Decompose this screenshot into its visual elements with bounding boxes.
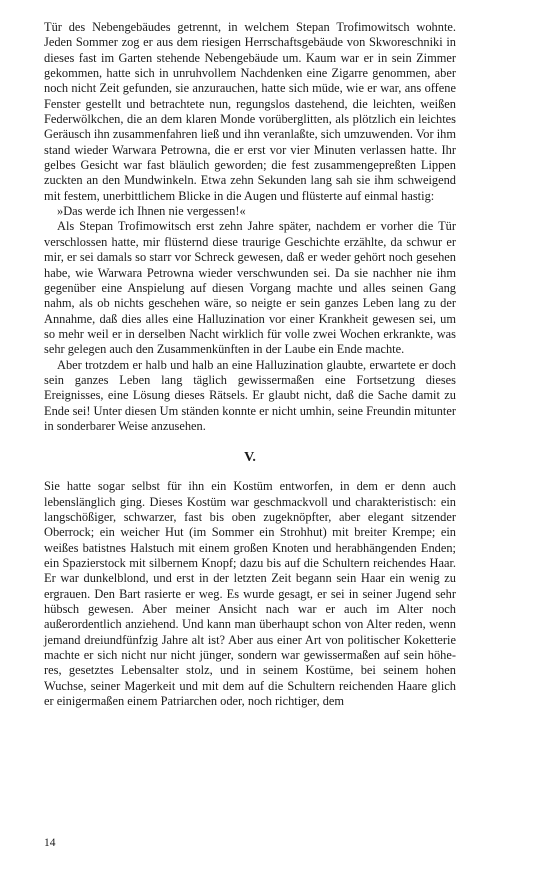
paragraph-recollection: Als Stepan Trofimowitsch erst zehn Jahre später, nachdem er vorher die Tür verschlossen hatte, mir flüsternd diese traurige Geschichte erzählte, da schwur er mir, er sei damals so starr vor Schreck gewesen, daß er weder gehört noch gesehen habe, wie Warwara Petrowna wieder verschwunden sei. Da sie nachher nie ihm gegenüber eine Anspielung auf diesen Vorgang machte und alles seinen Gang nahm, als ob nichts geschehen wäre, so neigte er sein ganzes Leben lang zu der Annahme, daß dies alles eine Halluzination vor einer Krankheit gewesen sei, um so mehr weil er in derselben Nacht wirklich für volle zwei Wochen erkrankte, was sehr gelegen auch den Zusammenkünften in der Laube ein Ende machte.: [44, 219, 456, 357]
paragraph-continued: Tür des Nebengebäudes getrennt, in welchem Stepan Trofimowitsch wohnte. Jeden Sommer zog er aus dem riesigen Herrschaftsgebäude von Skworeschniki in dieses fast im Garten stehende Nebengebäude um. Kaum war er in sein Zimmer gekommen, hatte sich in unruhvollem Nachdenken eine Zigarre genommen, aber noch nicht Zeit gefunden, sie anzurauchen, hatte sich müde, wie er war, ans offene Fenster gestellt und betrachtete nun, regungslos dastehend, die leichten, weißen Federwölkchen, die an dem klaren Monde vorüberglitten, als plötzlich ein leichtes Geräusch ihn zusammenfahren ließ und ihn veranlaßte, sich umzuwenden. Vor ihm stand wieder Warwara Petrowna, die er erst vor vier Minuten verlassen hatte. Ihr gelbes Gesicht war fast bläulich geworden; die fest zusammengepreßten Lippen zuckten an den Mundwinkeln. Etwa zehn Sekunden lang sah sie ihm schweigend mit festem, unerbittlichem Blicke in die Augen und flüsterte auf einmal hastig:: [44, 20, 456, 203]
chapter-heading: V.: [244, 450, 256, 466]
book-page: [44, 20, 456, 709]
paragraph-hallucination: Aber trotzdem er halb und halb an eine Halluzination glaubte, erwartete er doch sein ganzes Leben lang täglich gewissermaßen eine Fortsetzung dieses Ereignisses, eine Lösung dieses Rätsels. Er glaubt nicht, daß die Sache damit zu Ende sei! Unter diesen Um ständen konnte er nicht umhin, seine Freundin mitunter in sonderbarer Weise anzusehen.: [44, 357, 456, 433]
page-number: 14: [44, 837, 56, 849]
paragraph-costume: Sie hatte sogar selbst für ihn ein Kostüm entworfen, in dem er denn auch lebenslänglich ging. Dieses Kostüm war geschmackvoll und charakteristisch: ein langschößiger, schwarzer, fast bis oben zugeknöpfter, aber elegant sitzender Oberrock; ein weicher Hut (im Sommer ein Strohhut) mit breiter Krempe; ein weißes batistnes Halstuch mit einem großen Knoten und herabhängenden Enden; ein Spazierstock mit silbernem Knopf; dazu bis auf die Schultern reichendes Haar. Er war dunkelblond, und erst in der letzten Zeit begann sein Haar ein wenig zu ergrauen. Den Bart rasierte er weg. Es wurde gesagt, er sei in seiner Jugend sehr hübsch gewesen. Aber meiner Ansicht nach war er auch im Alter noch außerordentlich anziehend. Und kann man überhaupt schon von Alter reden, wenn jemand dreiundfünfzig Jahre alt ist? Aber aus einer Art von politischer Koketterie machte er sich nicht nur nicht jünger, sondern war gewissermaßen auf sein höheres, gesetztes Lebensalter stolz, und in seinem Kostüme, bei seinem hohen Wuchse, seiner Magerkeit und mit dem auf die Schultern reichenden Haare glich er einigermaßen einem Patriarchen oder, noch richtiger, dem: [44, 479, 456, 709]
paragraph-quote: »Das werde ich Ihnen nie vergessen!«: [57, 204, 246, 219]
